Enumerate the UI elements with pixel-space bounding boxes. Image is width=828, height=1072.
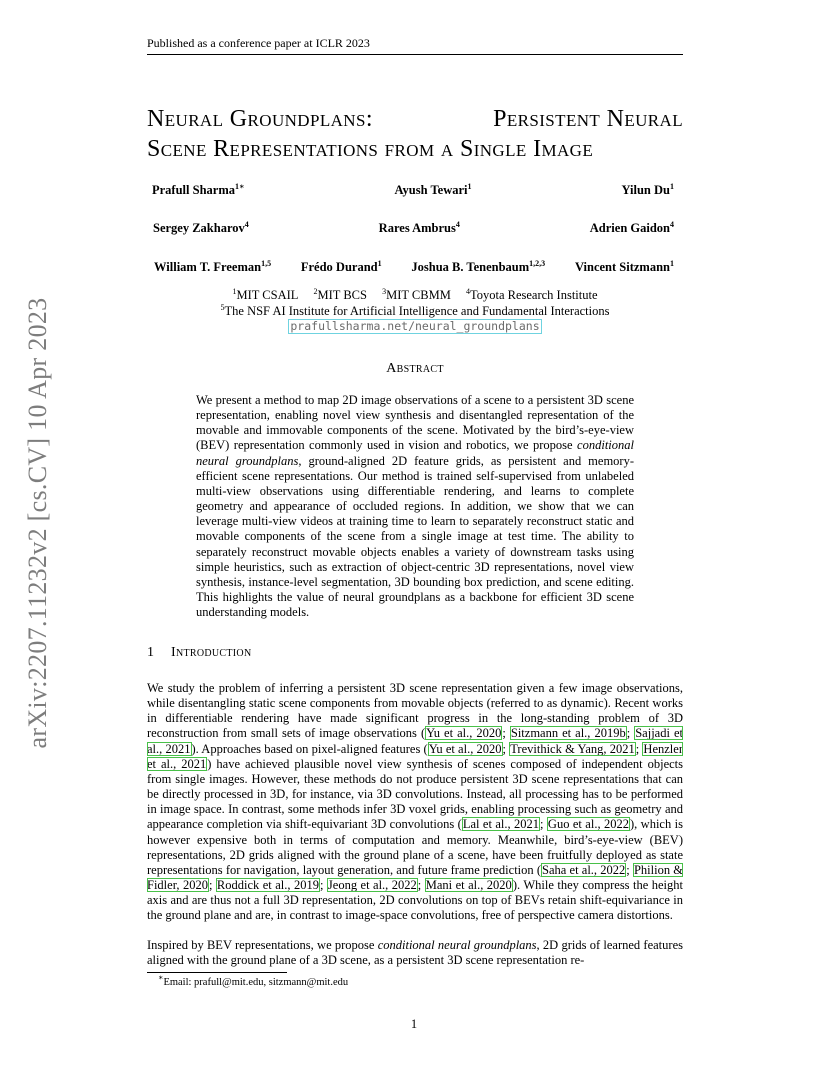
- author: Adrien Gaidon$^4$: [589, 220, 674, 235]
- citation-link[interactable]: Guo et al., 2022: [547, 817, 629, 832]
- footnote: ∗Email: prafull@mit.edu, sitzmann@mit.edu: [158, 973, 349, 988]
- citation-link[interactable]: Sajjadi et al., 2021: [147, 726, 683, 756]
- title-line2: Scene Representations from a Single Image: [147, 136, 594, 162]
- section-title: Introduction: [171, 645, 252, 660]
- affiliation-line-2: $^5$The NSF AI Institute for Artificial Intelligence and Fundamental Interactions: [220, 302, 610, 318]
- author: Vincent Sitzmann$^1$: [574, 259, 674, 274]
- arxiv-identifier: arXiv:2207.11232v2 [cs.CV] 10 Apr 2023: [23, 297, 52, 749]
- citation-link[interactable]: Mani et al., 2020: [425, 878, 512, 893]
- author-row-3: [154, 260, 674, 275]
- author: Joshua B. Tenenbaum$^{1,2,3}$: [411, 259, 546, 274]
- citation-link[interactable]: Roddick et al., 2019: [216, 878, 319, 893]
- citation-link[interactable]: Philion & Fidler, 2020: [147, 862, 684, 893]
- running-header: Published as a conference paper at ICLR 2023: [147, 36, 683, 55]
- author-row-2: [153, 221, 674, 236]
- arxiv-sidebar-stamp: [18, 283, 58, 763]
- citation-link[interactable]: Jeong et al., 2022: [327, 878, 417, 893]
- citation-link[interactable]: Saha et al., 2022: [542, 862, 626, 877]
- citation-link[interactable]: Yu et al., 2020: [426, 726, 502, 741]
- page-number: 1: [410, 1017, 418, 1031]
- author: Ayush Tewari$^1$: [394, 182, 472, 197]
- author: Prafull Sharma$^{1∗}$: [152, 182, 245, 197]
- title-line1-part1: Neural Groundplans:: [147, 106, 373, 132]
- author: Yilun Du$^1$: [621, 182, 674, 197]
- footnote-rule: [147, 972, 287, 973]
- author: Frédo Durand$^1$: [300, 259, 382, 274]
- citation-link[interactable]: Yu et al., 2020: [428, 741, 502, 756]
- intro-paragraph-2: Inspired by BEV representations, we propose conditional neural groundplans, 2D grids of learned features aligned with the ground plane of a 3D scene, as a persistent 3D scene representation re-: [147, 938, 683, 968]
- section-number: 1: [147, 645, 155, 660]
- abstract-text: We present a method to map 2D image observations of a scene to a persistent 3D scene representation, enabling novel view synthesis and disentangled representation of the movable and immovable components of the scene. Motivated by the bird’s-eye-view (BEV) representation commonly used in vision and robotics, we propose conditional neural groundplans, ground-aligned 2D feature grids, as persistent and memory-efficient scene representations. Our method is trained self-supervised from unlabeled multi-view observations using differentiable rendering, and learns to complete geometry and appearance of occluded regions. In addition, we show that we can leverage multi-view videos at training time to learn to separately reconstruct static and movable components of the scene from a single image at test time. The ability to separately reconstruct movable objects enables a variety of downstream tasks using simple heuristics, such as extraction of object-centric 3D representations, novel view synthesis, instance-level segmentation, 3D bounding box prediction, and scene editing. This highlights the value of neural groundplans as a backbone for efficient 3D scene understanding models.: [196, 393, 634, 620]
- citation-link[interactable]: Lal et al., 2021: [462, 817, 540, 832]
- citation-link[interactable]: Sitzmann et al., 2019b: [510, 726, 626, 741]
- title-line1-part2: Persistent Neural: [493, 106, 683, 132]
- author: Sergey Zakharov$^4$: [153, 220, 249, 235]
- abstract-heading: Abstract: [386, 361, 444, 376]
- affiliations: [147, 288, 683, 335]
- citation-link[interactable]: Henzler et al., 2021: [147, 741, 683, 771]
- affiliation-line-1: $^1$MIT CSAIL $^2$MIT BCS $^3$MIT CBMM $^4$Toyota Research Institute: [232, 287, 598, 302]
- section-heading: [147, 645, 251, 661]
- author-row-1: [152, 183, 674, 198]
- citation-link[interactable]: Trevithick & Yang, 2021: [510, 741, 635, 756]
- paper-title: [147, 104, 683, 164]
- author: Rares Ambrus$^4$: [378, 220, 460, 235]
- author: William T. Freeman$^{1,5}$: [154, 259, 272, 274]
- project-url-link[interactable]: prafullsharma.net/neural_groundplans: [290, 319, 540, 333]
- intro-paragraph-1: We study the problem of inferring a persistent 3D scene representation given a few image observations, while disentangling static scene components from movable objects (referred to as dynamic). Recent works in differentiable rendering have made significant progress in the long-standing problem of 3D reconstruction from small sets of image observations (Yu et al., 2020; Sitzmann et al., 2019b; Sajjadi et al., 2021). Approaches based on pixel-aligned features (Yu et al., 2020; Trevithick & Yang, 2021; Henzler et al., 2021) have achieved plausible novel view synthesis of scenes composed of independent objects from single images. However, these methods do not produce persistent 3D scene representations that can be directly processed in 3D, for instance, via 3D convolutions. Instead, all processing has to be performed in image space. In contrast, some methods infer 3D voxel grids, enabling processing such as geometry and appearance completion via shift-equivariant 3D convolutions (Lal et al., 2021; Guo et al., 2022), which is however expensive both in terms of computation and memory. Meanwhile, bird’s-eye-view (BEV) representations, 2D grids aligned with the ground plane of a scene, have been fruitfully deployed as state representations for navigation, layout generation, and future frame prediction (Saha et al., 2022; Philion & Fidler, 2020; Roddick et al., 2019; Jeong et al., 2022; Mani et al., 2020). While they compress the height axis and are thus not a full 3D representation, 2D convolutions on top of BEVs retain shift-equivariance in the ground plane and are, in contrast to image-space convolutions, free of perspective camera distortions.: [147, 681, 684, 923]
